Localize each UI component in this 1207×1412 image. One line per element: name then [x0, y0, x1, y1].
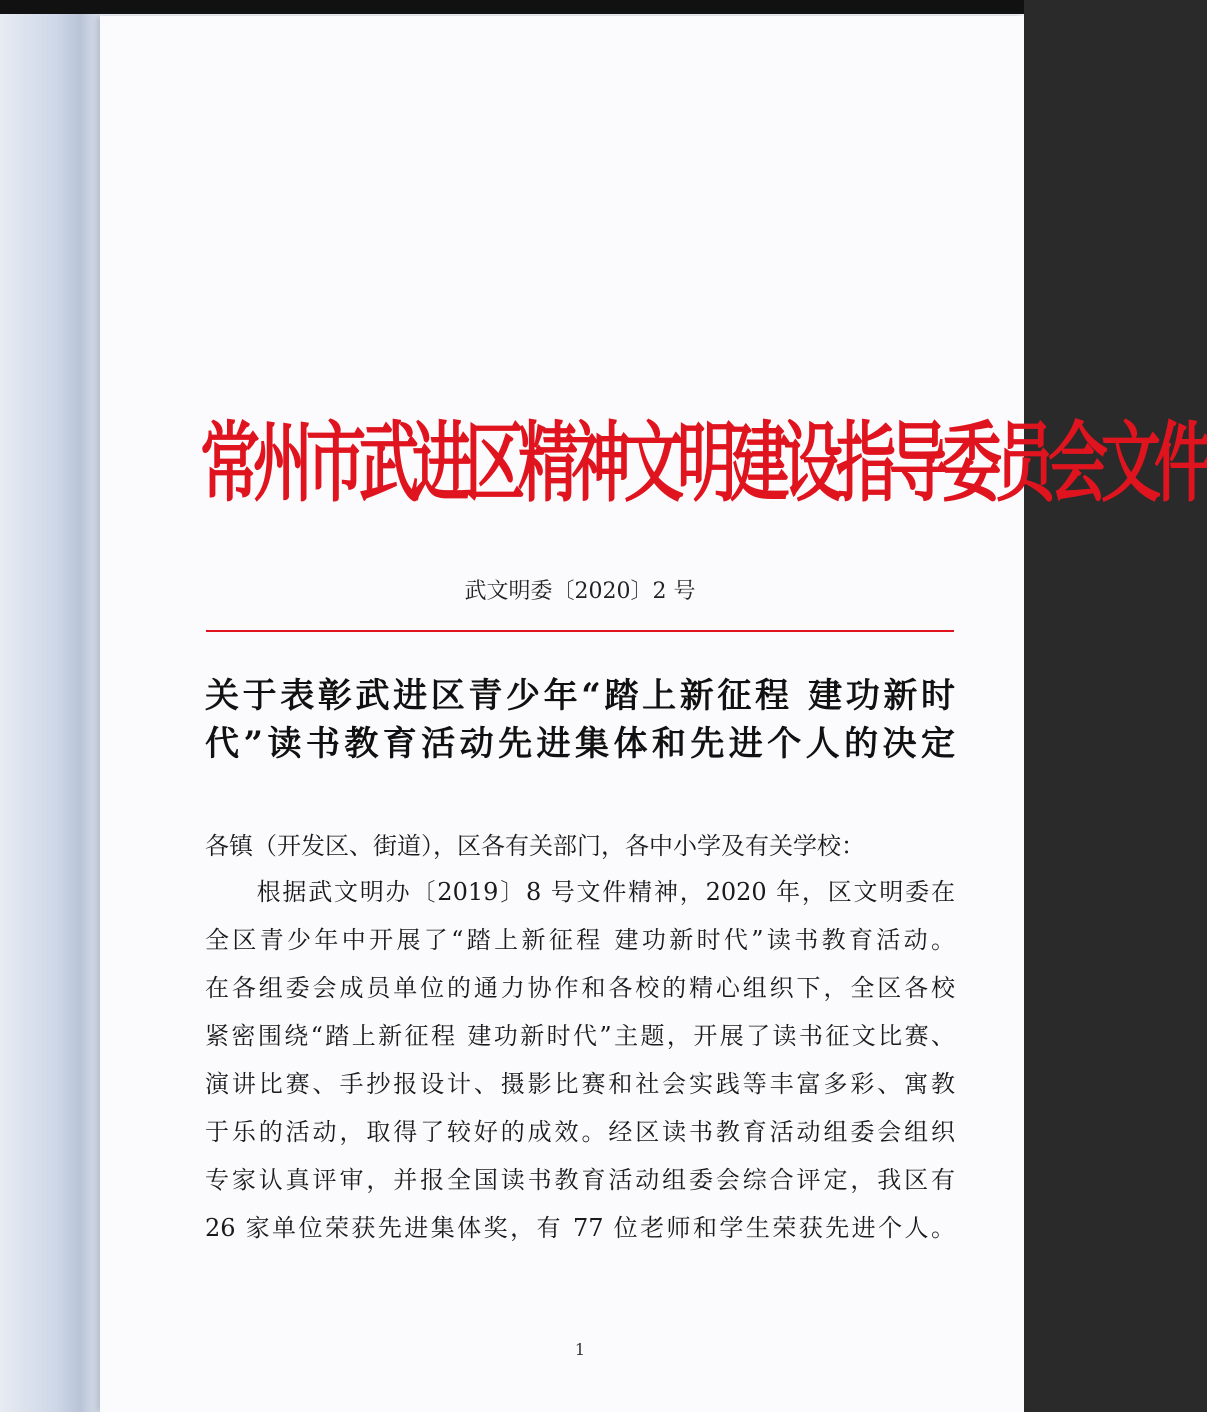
body-line: 专家认真评审，并报全国读书教育活动组委会综合评定，我区有	[205, 1166, 955, 1194]
body-line: 根据武文明办〔2019〕8 号文件精神，2020 年，区文明委在	[205, 878, 955, 906]
document-header-title: 常州市武进区精神文明建设指导委员会文件	[200, 413, 1207, 515]
document-number: 武文明委〔2020〕2 号	[464, 579, 696, 604]
page-number: 1	[574, 1340, 586, 1359]
body-line: 紧密围绕“踏上新征程 建功新时代”主题，开展了读书征文比赛、	[205, 1022, 955, 1050]
header-divider	[206, 630, 954, 632]
scan-top-bar	[0, 0, 1024, 14]
document-heading	[205, 672, 955, 768]
body-line: 26 家单位荣获先进集体奖，有 77 位老师和学生荣获先进个人。	[205, 1214, 955, 1242]
salutation: 各镇（开发区、街道），区各有关部门，各中小学及有关学校：	[205, 832, 865, 860]
body-line: 于乐的活动，取得了较好的成效。经区读书教育活动组委会组织	[205, 1118, 955, 1146]
heading-line-1: 关于表彰武进区青少年“踏上新征程 建功新时	[205, 676, 955, 716]
heading-line-2: 代”读书教育活动先进集体和先进个人的决定	[205, 724, 955, 764]
body-line: 在各组委会成员单位的通力协作和各校的精心组织下，全区各校	[205, 974, 955, 1002]
page-left-edge	[0, 14, 100, 1412]
body-line: 演讲比赛、手抄报设计、摄影比赛和社会实践等丰富多彩、寓教	[205, 1070, 955, 1098]
body-line: 全区青少年中开展了“踏上新征程 建功新时代”读书教育活动。	[205, 926, 955, 954]
